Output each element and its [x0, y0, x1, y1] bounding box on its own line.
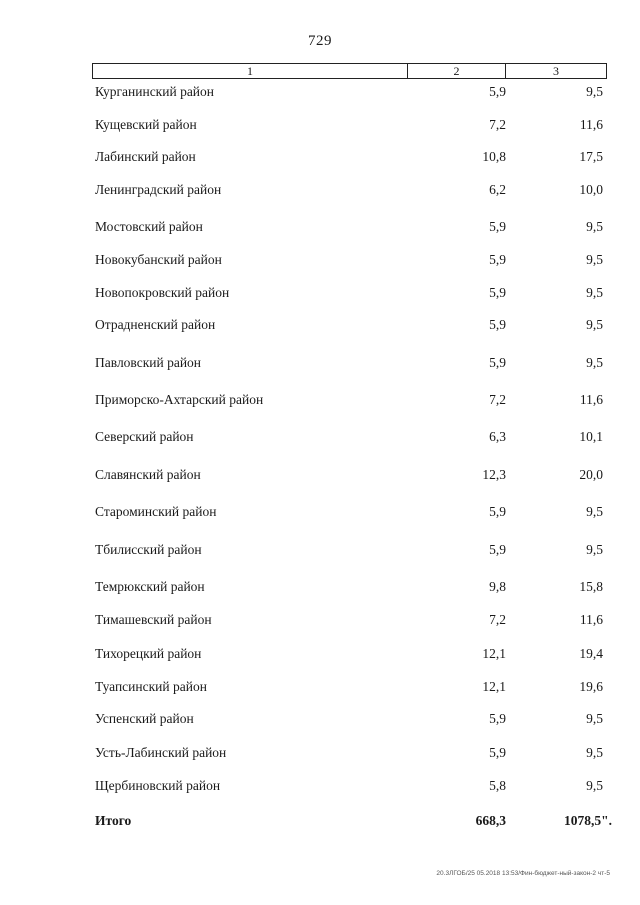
district-name: Лабинский район [95, 149, 196, 164]
district-name: Новокубанский район [95, 252, 222, 267]
district-name: Северский район [95, 429, 194, 444]
value-col-3: 9,5 [586, 285, 603, 300]
table-row [0, 777, 640, 795]
district-name: Курганинский район [95, 84, 215, 99]
value-col-3: 9,5 [586, 252, 603, 267]
footer-stamp: 20.3ЛГОБ/25 05.2018 13:53/Фин-бюджет-ный-закон-2 чт-5 [436, 870, 610, 877]
value-col-3: 9,5 [586, 745, 603, 760]
value-col-2: 12,1 [482, 679, 506, 694]
district-name: Щербиновский район [95, 778, 221, 793]
table-row [0, 541, 640, 559]
table-row [0, 428, 640, 446]
table-header [92, 63, 607, 79]
value-col-3: 9,5 [586, 355, 603, 370]
table-row [0, 744, 640, 762]
value-col-3: 9,5 [586, 504, 603, 519]
district-name: Тихорецкий район [95, 646, 202, 661]
value-col-2: 12,1 [482, 646, 506, 661]
value-col-2: 10,8 [482, 149, 506, 164]
district-name: Тимашевский район [95, 612, 212, 627]
value-col-2: 6,2 [489, 182, 506, 197]
district-name: Успенский район [95, 711, 194, 726]
table-row [0, 391, 640, 409]
value-col-2: 12,3 [482, 467, 506, 482]
value-col-2: 7,2 [489, 612, 506, 627]
table-row [0, 116, 640, 134]
value-col-2: 5,9 [489, 542, 506, 557]
header-col-2: 2 [408, 64, 506, 78]
value-col-3: 9,5 [586, 711, 603, 726]
value-col-2: 5,9 [489, 355, 506, 370]
table-row [0, 578, 640, 596]
table-row [0, 678, 640, 696]
district-name: Павловский район [95, 355, 202, 370]
district-name: Туапсинский район [95, 679, 207, 694]
value-col-2: 5,9 [489, 317, 506, 332]
table-row [0, 503, 640, 521]
value-col-2: 7,2 [489, 117, 506, 132]
header-col-3: 3 [553, 64, 559, 78]
table-row [0, 611, 640, 629]
district-name: Ленинградский район [95, 182, 222, 197]
value-col-3: 10,1 [579, 429, 603, 444]
total-label: Итого [95, 813, 132, 828]
value-col-2: 5,9 [489, 84, 506, 99]
table-row [0, 354, 640, 372]
value-col-3: 9,5 [586, 84, 603, 99]
table-row [0, 181, 640, 199]
table-row [0, 710, 640, 728]
table-row [0, 218, 640, 236]
table-row [0, 466, 640, 484]
district-name: Отрадненский район [95, 317, 216, 332]
page-number: 729 [308, 33, 332, 49]
value-col-3: 11,6 [579, 117, 603, 132]
table-row [0, 284, 640, 302]
total-col-3: 1078,5". [564, 813, 612, 828]
table-row [0, 251, 640, 269]
value-col-3: 9,5 [586, 317, 603, 332]
district-name: Кущевский район [95, 117, 197, 132]
district-name: Мостовский район [95, 219, 203, 234]
value-col-2: 5,9 [489, 285, 506, 300]
district-name: Тбилисский район [95, 542, 202, 557]
table-row [0, 645, 640, 663]
value-col-3: 9,5 [586, 778, 603, 793]
value-col-3: 19,4 [579, 646, 603, 661]
value-col-3: 20,0 [579, 467, 603, 482]
district-name: Усть-Лабинский район [95, 745, 227, 760]
value-col-3: 11,6 [579, 612, 603, 627]
value-col-2: 5,9 [489, 711, 506, 726]
value-col-2: 6,3 [489, 429, 506, 444]
total-row [0, 812, 640, 830]
district-name: Темрюкский район [95, 579, 205, 594]
value-col-3: 19,6 [579, 679, 603, 694]
value-col-2: 5,9 [489, 504, 506, 519]
value-col-3: 11,6 [579, 392, 603, 407]
header-col-1: 1 [93, 64, 408, 78]
table-row [0, 83, 640, 101]
value-col-3: 9,5 [586, 542, 603, 557]
table-row [0, 148, 640, 166]
value-col-3: 17,5 [579, 149, 603, 164]
value-col-2: 5,9 [489, 745, 506, 760]
value-col-2: 5,8 [489, 778, 506, 793]
district-name: Староминский район [95, 504, 217, 519]
value-col-2: 5,9 [489, 219, 506, 234]
value-col-2: 9,8 [489, 579, 506, 594]
value-col-2: 5,9 [489, 252, 506, 267]
value-col-3: 10,0 [579, 182, 603, 197]
district-name: Приморско-Ахтарский район [95, 392, 264, 407]
value-col-2: 7,2 [489, 392, 506, 407]
table-row [0, 316, 640, 334]
total-col-2: 668,3 [475, 813, 506, 828]
district-name: Новопокровский район [95, 285, 230, 300]
value-col-3: 15,8 [579, 579, 603, 594]
value-col-3: 9,5 [586, 219, 603, 234]
district-name: Славянский район [95, 467, 201, 482]
